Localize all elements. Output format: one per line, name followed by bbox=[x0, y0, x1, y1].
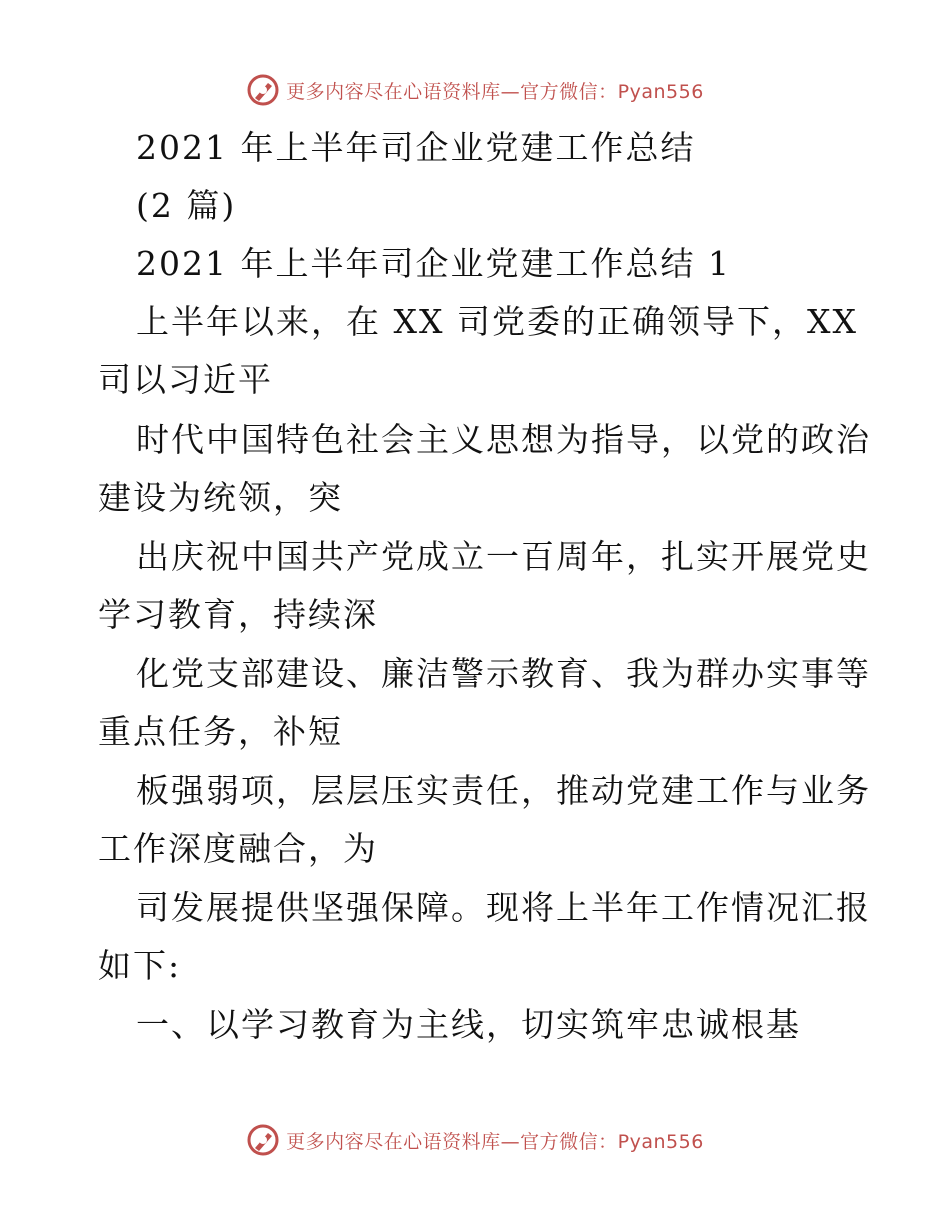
watermark-header bbox=[0, 70, 950, 110]
paragraph-line: 工作深度融合，为 bbox=[98, 829, 378, 868]
paragraph-line: 上半年以来，在 XX 司党委的正确领导下，XX bbox=[136, 302, 858, 341]
watermark-footer bbox=[0, 1120, 950, 1160]
paragraph-line: 重点任务，补短 bbox=[98, 712, 343, 751]
pen-seal-icon bbox=[246, 1123, 280, 1157]
paragraph-line: 板强弱项，层层压实责任，推动党建工作与业务 bbox=[136, 771, 871, 810]
document-subtitle: (2 篇) bbox=[136, 186, 237, 225]
pen-seal-icon bbox=[246, 73, 280, 107]
paragraph-line: 司发展提供坚强保障。现将上半年工作情况汇报 bbox=[136, 888, 871, 927]
watermark-text: 更多内容尽在心语资料库—官方微信：Pyan556 bbox=[286, 1130, 704, 1153]
paragraph-line: 学习教育，持续深 bbox=[98, 595, 378, 634]
document-title: 2021 年上半年司企业党建工作总结 bbox=[136, 128, 696, 167]
paragraph-line: 化党支部建设、廉洁警示教育、我为群办实事等 bbox=[136, 654, 871, 693]
section-heading: 2021 年上半年司企业党建工作总结 1 bbox=[136, 244, 731, 283]
paragraph-line: 如下: bbox=[98, 946, 182, 985]
paragraph-line: 建设为统领，突 bbox=[98, 478, 343, 517]
paragraph-line: 出庆祝中国共产党成立一百周年，扎实开展党史 bbox=[136, 537, 871, 576]
paragraph-line: 时代中国特色社会主义思想为指导，以党的政治 bbox=[136, 420, 871, 459]
watermark-text: 更多内容尽在心语资料库—官方微信：Pyan556 bbox=[286, 80, 704, 103]
section-heading-1: 一、以学习教育为主线，切实筑牢忠诚根基 bbox=[136, 1005, 801, 1044]
paragraph-line: 司以习近平 bbox=[98, 360, 273, 399]
